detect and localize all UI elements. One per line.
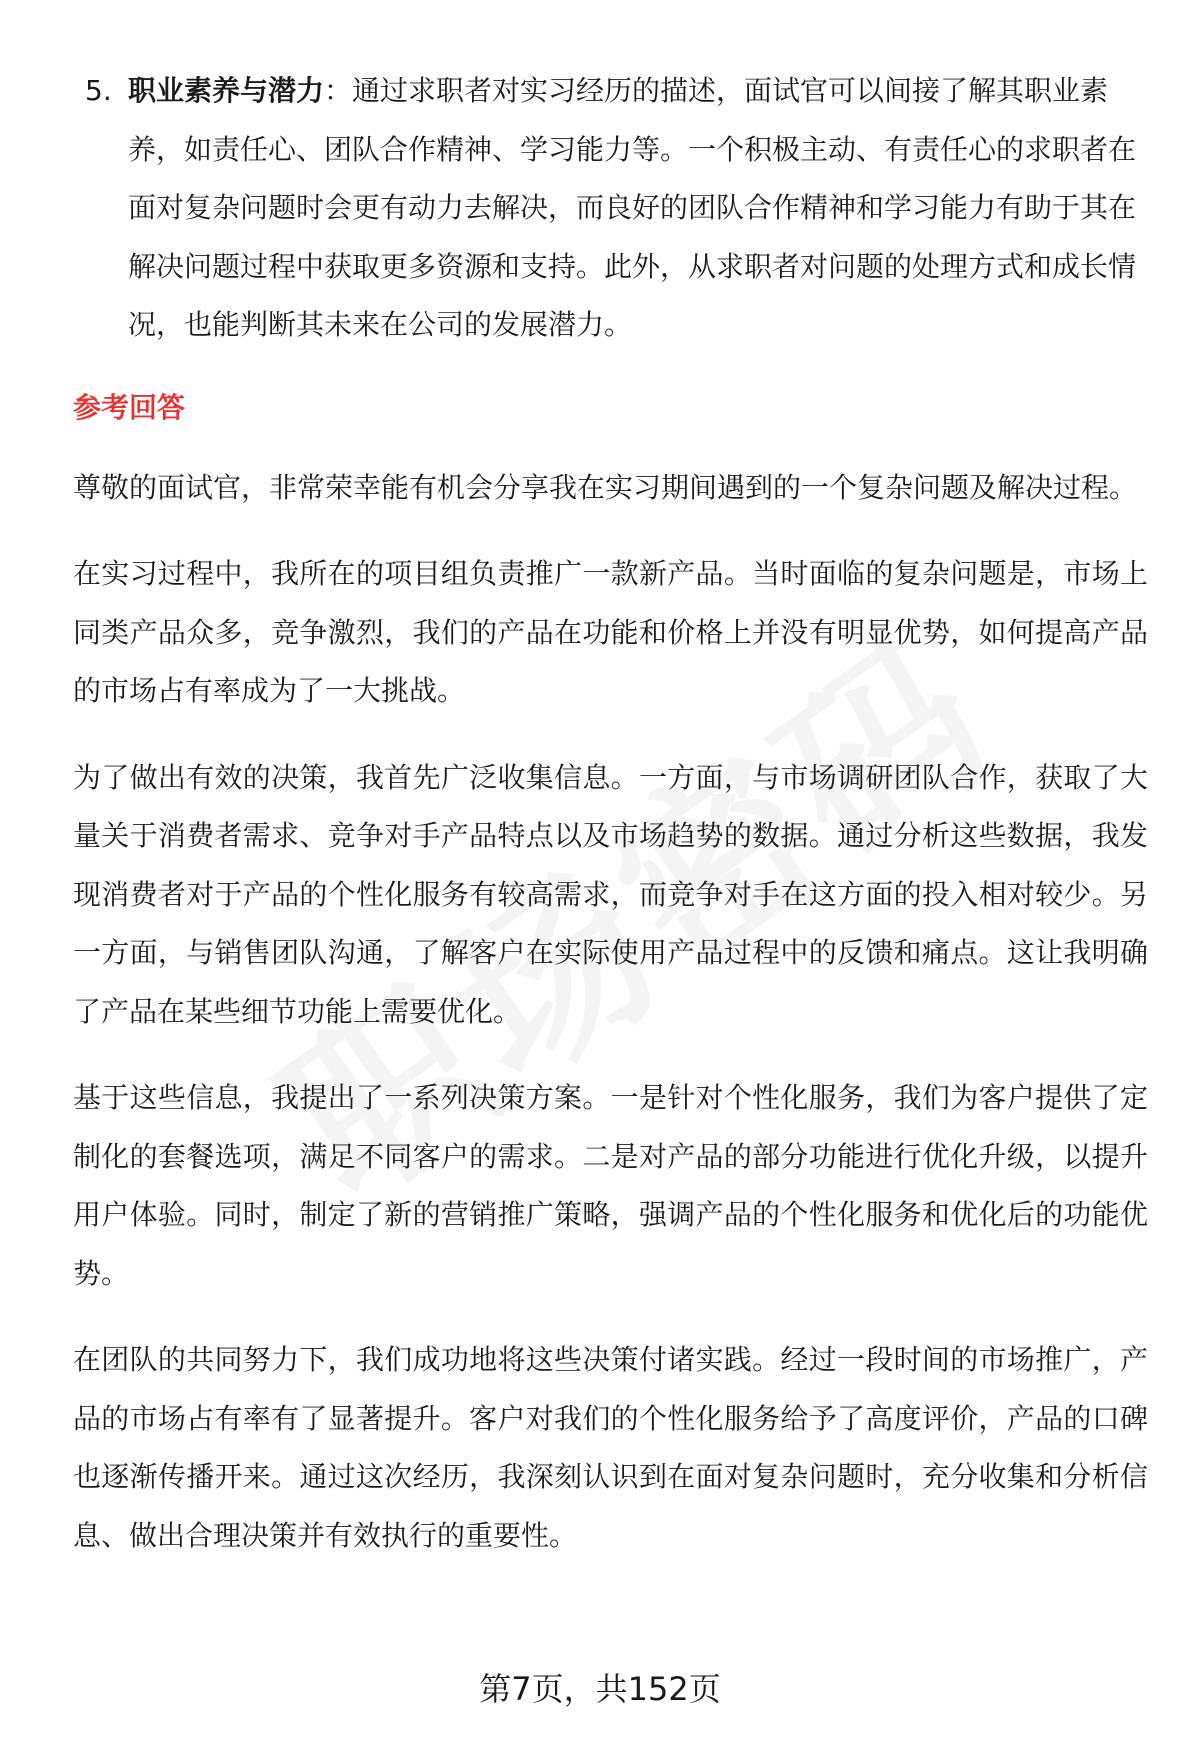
list-item-title: 职业素养与潜力 xyxy=(128,74,325,107)
page-footer: 第7页，共152页 xyxy=(479,1670,721,1708)
document-body xyxy=(73,62,1148,1593)
answer-paragraph-3: 为了做出有效的决策，我首先广泛收集信息。一方面，与市场调研团队合作，获取了大量关于消费者需求、竞争对手产品特点以及市场趋势的数据。通过分析这些数据，我发现消费者对于产品的个性化服务有较高需求，而竞争对手在这方面的投入相对较少。另一方面，与销售团队沟通，了解客户在实际使用产品过程中的反馈和痛点。这让我明确了产品在某些细节功能上需要优化。 xyxy=(73,760,1148,1028)
answer-paragraph-4: 基于这些信息，我提出了一系列决策方案。一是针对个性化服务，我们为客户提供了定制化的套餐选项，满足不同客户的需求。二是对产品的部分功能进行优化升级，以提升用户体验。同时，制定了新的营销推广策略，强调产品的个性化服务和优化后的功能优势。 xyxy=(73,1081,1148,1290)
list-number: 5. xyxy=(85,74,112,107)
list-item-separator: ： xyxy=(324,74,353,107)
list-item-text: 通过求职者对实习经历的描述，面试官可以间接了解其职业素养，如责任心、团队合作精神、学习能力等。一个积极主动、有责任心的求职者在面对复杂问题时会更有动力去解决，而良好的团队合作精神和学习能力有助于其在解决问题过程中获取更多资源和支持。此外，从求职者对问题的处理方式和成长情况，也能判断其未来在公司的发展潜力。 xyxy=(128,74,1137,341)
answer-paragraph-5: 在团队的共同努力下，我们成功地将这些决策付诸实践。经过一段时间的市场推广，产品的市场占有率有了显著提升。客户对我们的个性化服务给予了高度评价，产品的口碑也逐渐传播开来。通过这次经历，我深刻认识到在面对复杂问题时，充分收集和分析信息、做出合理决策并有效执行的重要性。 xyxy=(73,1343,1148,1552)
answer-paragraph-1: 尊敬的面试官，非常荣幸能有机会分享我在实习期间遇到的一个复杂问题及解决过程。 xyxy=(73,470,1138,504)
answer-paragraph-2: 在实习过程中，我所在的项目组负责推广一款新产品。当时面临的复杂问题是，市场上同类产品众多，竞争激烈，我们的产品在功能和价格上并没有明显优势，如何提高产品的市场占有率成为了一大挑战。 xyxy=(73,557,1148,707)
section-heading: 参考回答 xyxy=(73,390,186,424)
list-item-professional-qualities xyxy=(73,62,1148,355)
